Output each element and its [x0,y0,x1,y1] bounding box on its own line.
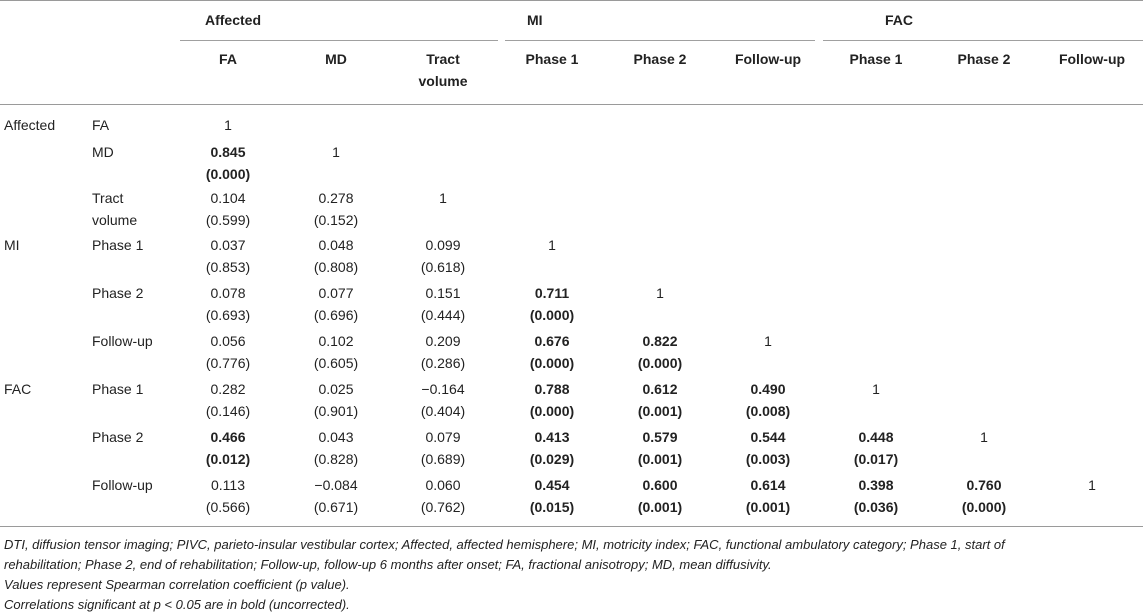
correlation-value: 0.113 [211,477,245,493]
column-header: Phase 2 [957,51,1011,67]
table-cell [284,330,388,374]
p-value: (0.286) [420,355,466,371]
table-cell [176,234,280,278]
correlation-value: 0.600 [642,477,678,493]
row-label: Phase 2 [92,285,144,301]
p-value: (0.001) [745,499,791,515]
column-header: Phase 1 [849,51,903,67]
group-header-affected: Affected [205,12,262,28]
column-header: FA [219,51,237,67]
table-cell [608,330,712,374]
correlation-value: 0.711 [534,285,570,301]
correlation-value: 1 [656,285,664,301]
p-value: (0.008) [745,403,791,419]
correlation-value: 0.822 [642,333,678,349]
table-cell [176,474,280,518]
correlation-value: 0.209 [425,333,461,349]
p-value: (0.444) [420,307,466,323]
footnote-line: Correlations significant at p < 0.05 are in bold (uncorrected). [4,597,350,612]
row-label: Phase 1 [92,381,144,397]
row-group-label: Affected [4,117,56,133]
correlation-value: 0.454 [534,477,570,493]
p-value: (0.001) [637,403,683,419]
table-cell [608,426,712,470]
header-bottom-rule [0,104,1143,105]
p-value: (0.828) [313,451,359,467]
p-value: (0.404) [420,403,466,419]
p-value: (0.001) [637,451,683,467]
correlation-value: 0.278 [318,190,354,206]
p-value: (0.776) [205,355,251,371]
p-value: (0.000) [961,499,1007,515]
row-label: Follow-up [92,477,153,493]
correlation-value: 1 [980,429,988,445]
p-value: (0.000) [529,307,575,323]
p-value: (0.599) [205,212,251,228]
table-cell [608,282,712,304]
table-cell [824,426,928,470]
group-rule-mi [505,40,815,41]
column-header: Phase 2 [633,51,687,67]
p-value: (0.003) [745,451,791,467]
table-cell [716,378,820,422]
p-value: (0.029) [529,451,575,467]
correlation-value: 0.078 [210,285,246,301]
table-cell [391,474,495,518]
table-cell [391,378,495,422]
table-cell [500,426,604,470]
footnote-line: rehabilitation; Phase 2, end of rehabilitation; Follow-up, follow-up 6 months after onset; FA, fractional anisotropy; MD, mean diffusivity. [4,557,772,572]
table-cell [176,426,280,470]
table-cell [500,282,604,326]
group-header-mi: MI [527,12,543,28]
correlation-value: 0.048 [318,237,354,253]
table-cell [500,474,604,518]
p-value: (0.017) [853,451,899,467]
correlation-value: 0.845 [210,144,246,160]
p-value: (0.901) [313,403,359,419]
correlation-value: 1 [224,117,232,133]
table-cell [176,378,280,422]
correlation-value: 0.544 [750,429,786,445]
p-value: (0.696) [313,307,359,323]
correlation-value: 0.788 [534,381,570,397]
p-value: (0.605) [313,355,359,371]
table-cell [608,378,712,422]
group-header-fac: FAC [885,12,913,28]
row-group-label: MI [4,237,20,253]
p-value: (0.000) [637,355,683,371]
table-cell [176,114,280,136]
column-header: Phase 1 [525,51,579,67]
table-cell [284,234,388,278]
p-value: (0.015) [529,499,575,515]
correlation-value: 1 [332,144,340,160]
table-cell [176,187,280,231]
row-label: Tract volume [92,190,138,228]
p-value: (0.762) [420,499,466,515]
correlation-value: 0.060 [425,477,461,493]
footnote-line: Values represent Spearman correlation coefficient (p value). [4,577,350,592]
table-cell [824,474,928,518]
column-header: MD [325,51,347,67]
correlation-value: 0.099 [425,237,461,253]
p-value: (0.808) [313,259,359,275]
p-value: (0.689) [420,451,466,467]
table-cell [716,474,820,518]
correlation-value: 0.398 [858,477,894,493]
row-label: Phase 2 [92,429,144,445]
group-rule-fac [823,40,1143,41]
table-cell [176,330,280,374]
footnote-line: DTI, diffusion tensor imaging; PIVC, parieto-insular vestibular cortex; Affected, affected hemisphere; MI, motricity index; FAC, functional ambulatory category; Phase 1, start of [4,537,1005,552]
correlation-value: 0.151 [425,285,461,301]
correlation-value: 1 [872,381,880,397]
table-cell [500,330,604,374]
correlation-value: 0.079 [425,429,461,445]
correlation-value: 0.102 [318,333,354,349]
correlation-value: 0.466 [210,429,246,445]
correlation-value: 0.490 [750,381,786,397]
group-rule-affected [180,40,498,41]
p-value: (0.566) [205,499,251,515]
correlation-value: 0.025 [318,381,354,397]
table-cell [500,378,604,422]
row-label: FA [92,117,110,133]
p-value: (0.036) [853,499,899,515]
correlation-value: 0.037 [210,237,246,253]
correlation-value: 0.413 [534,429,570,445]
table-cell [824,378,928,400]
table-cell [1040,474,1143,496]
p-value: (0.853) [205,259,251,275]
table-cell [284,378,388,422]
row-label: MD [92,144,114,160]
correlation-value: 0.612 [642,381,678,397]
table-cell [284,187,388,231]
table-bottom-rule [0,526,1143,527]
table-cell [176,282,280,326]
table-cell [391,282,495,326]
correlation-value: 1 [439,190,447,206]
table-cell [391,330,495,374]
p-value: (0.000) [205,166,251,182]
row-label: Follow-up [92,333,153,349]
table-cell [932,474,1036,518]
table-cell [608,474,712,518]
p-value: (0.000) [529,403,575,419]
correlation-value: 0.579 [642,429,678,445]
table-cell [391,187,495,209]
correlation-value: 1 [1088,477,1096,493]
p-value: (0.000) [529,355,575,371]
p-value: (0.152) [313,212,359,228]
p-value: (0.146) [205,403,251,419]
table-cell [391,234,495,278]
correlation-value: 0.077 [318,285,354,301]
correlation-value: 0.448 [858,429,894,445]
table-cell [391,426,495,470]
correlation-value: 0.676 [534,333,570,349]
row-label: Phase 1 [92,237,144,253]
column-header: Follow-up [1058,51,1126,67]
table-top-rule [0,0,1143,1]
correlation-value: 1 [764,333,772,349]
p-value: (0.693) [205,307,251,323]
correlation-value: 0.056 [210,333,246,349]
table-cell [176,141,280,185]
correlation-value: −0.084 [314,477,358,493]
column-header: Follow-up [734,51,802,67]
table-cell [284,474,388,518]
column-header: Tract volume [418,51,468,89]
correlation-value: −0.164 [421,381,465,397]
p-value: (0.012) [205,451,251,467]
correlation-value: 0.282 [210,381,246,397]
p-value: (0.001) [637,499,683,515]
correlation-value: 0.104 [210,190,246,206]
correlation-value: 0.043 [318,429,354,445]
correlation-value: 1 [548,237,556,253]
table-cell [500,234,604,256]
table-cell [932,426,1036,448]
p-value: (0.618) [420,259,466,275]
table-cell [284,282,388,326]
correlation-value: 0.614 [750,477,786,493]
table-cell [716,330,820,352]
row-group-label: FAC [4,381,32,397]
table-cell [284,426,388,470]
correlation-value: 0.760 [966,477,1002,493]
table-cell [284,141,388,163]
p-value: (0.671) [313,499,359,515]
table-cell [716,426,820,470]
